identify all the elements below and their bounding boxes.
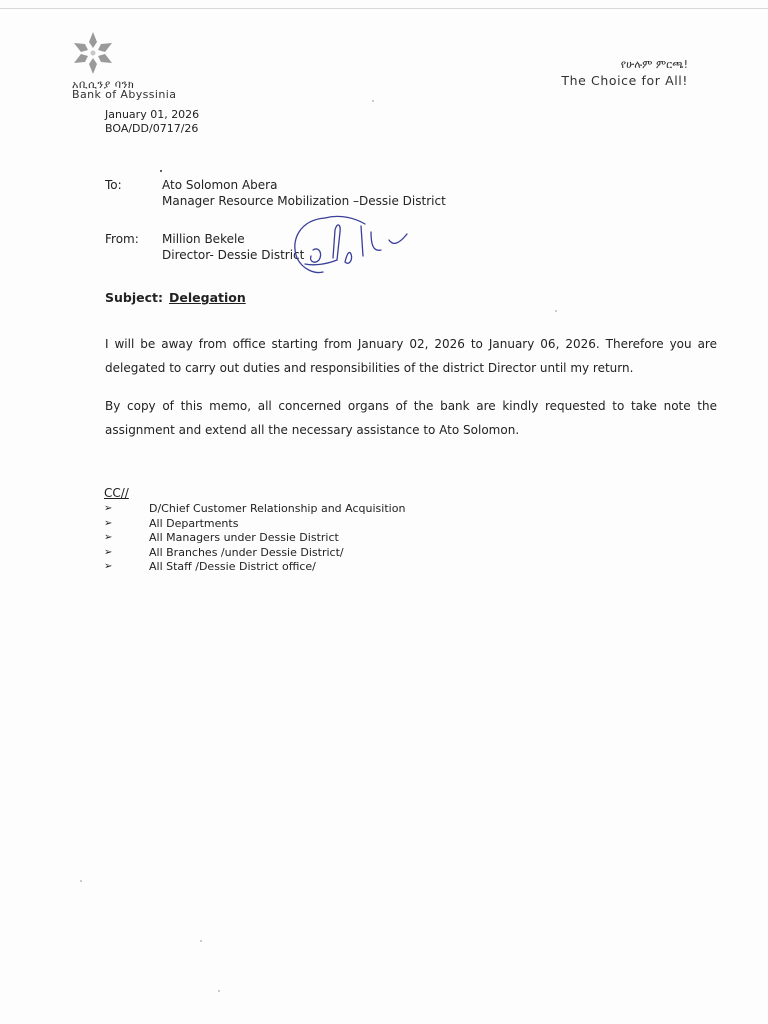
cc-item	[104, 502, 405, 517]
arrow-bullet-icon: ➢	[104, 532, 113, 543]
sender-title: Director- Dessie District	[162, 248, 305, 262]
bank-name-english: Bank of Abyssinia	[72, 88, 177, 101]
memo-reference: BOA/DD/0717/26	[105, 122, 199, 135]
cc-item	[104, 546, 405, 561]
to-label: To:	[105, 178, 122, 192]
tagline-english: The Choice for All!	[561, 73, 688, 88]
cc-item-text: All Branches /under Dessie District/	[149, 545, 344, 559]
cc-item	[104, 531, 405, 546]
subject-value: Delegation	[169, 290, 246, 305]
sender-name: Million Bekele	[162, 232, 245, 246]
subject-label: Subject:	[105, 290, 163, 305]
cc-item	[104, 517, 405, 532]
bank-of-abyssinia-logo-icon	[70, 30, 116, 76]
scan-speck	[200, 940, 202, 942]
cc-list	[104, 502, 405, 575]
recipient-title: Manager Resource Mobilization –Dessie District	[162, 194, 446, 208]
recipient-name: Ato Solomon Abera	[162, 178, 278, 192]
arrow-bullet-icon: ➢	[104, 561, 113, 572]
bank-name-amharic: አቢሲንያ ባንክ	[72, 78, 135, 91]
scan-speck	[555, 310, 557, 312]
memo-date: January 01, 2026	[105, 108, 200, 121]
scan-top-line	[0, 8, 768, 9]
arrow-bullet-icon: ➢	[104, 546, 113, 558]
arrow-bullet-icon: ➢	[104, 517, 113, 529]
arrow-bullet-icon: ➢	[104, 503, 113, 514]
scan-speck	[218, 990, 220, 992]
cc-item-text: D/Chief Customer Relationship and Acquisition	[149, 502, 406, 515]
cc-item-text: All Managers under Dessie District	[149, 531, 339, 544]
scan-speck	[80, 880, 82, 882]
body-paragraph-1: I will be away from office starting from January 02, 2026 to January 06, 2026. Therefore you are delegated to carry out duties and responsibilities of the district Director until my return.	[105, 337, 717, 375]
cc-item-text: All Departments	[149, 516, 239, 530]
tagline-amharic: የሁሉም ምርጫ!	[620, 58, 688, 71]
subject-line	[105, 290, 246, 305]
scan-speck	[372, 100, 374, 102]
cc-item-text: All Staff /Dessie District office/	[149, 560, 316, 573]
cc-item	[104, 560, 405, 575]
cc-label: CC//	[104, 486, 129, 500]
scan-speck	[160, 170, 162, 172]
body-paragraph-2: By copy of this memo, all concerned organs of the bank are kindly requested to take note the assignment and extend all the necessary assistance to Ato Solomon.	[105, 399, 717, 437]
from-label: From:	[105, 232, 139, 246]
handwritten-signature	[285, 210, 425, 280]
